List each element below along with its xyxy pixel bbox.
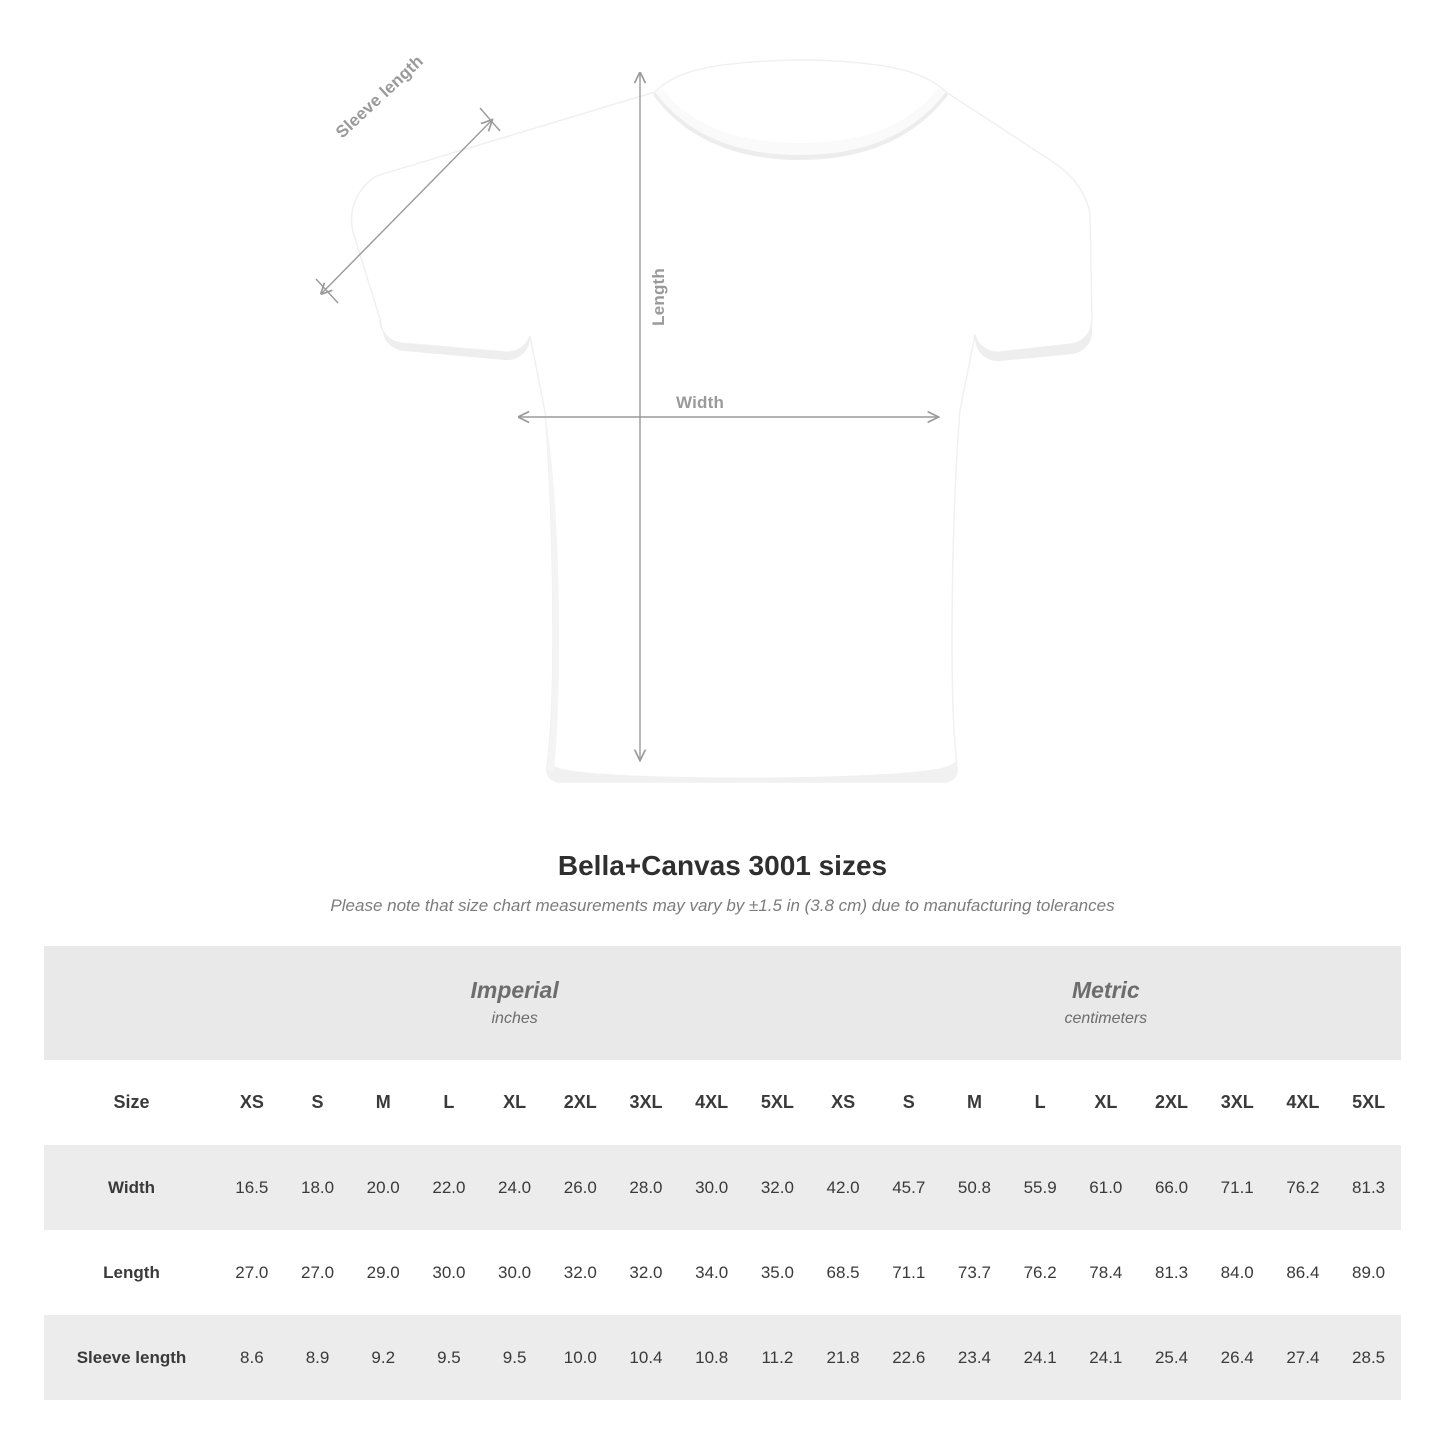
page-title: Bella+Canvas 3001 sizes — [557, 850, 888, 881]
tshirt-shape — [352, 60, 1092, 782]
sleeve-val-0: 8.6 — [219, 1315, 285, 1400]
size-col-10: S — [876, 1060, 942, 1145]
size-col-16: 4XL — [1270, 1060, 1336, 1145]
length-val-5: 32.0 — [547, 1230, 613, 1315]
row-header-length: Length — [44, 1230, 219, 1315]
length-val-14: 81.3 — [1139, 1230, 1205, 1315]
sleeve-length-label: Sleeve length — [332, 51, 428, 142]
size-col-3: L — [416, 1060, 482, 1145]
length-val-8: 35.0 — [745, 1230, 811, 1315]
width-val-12: 55.9 — [1007, 1145, 1073, 1230]
sleeve-val-6: 10.4 — [613, 1315, 679, 1400]
sleeve-val-2: 9.2 — [350, 1315, 416, 1400]
table-row — [44, 1145, 1401, 1230]
sleeve-val-9: 21.8 — [810, 1315, 876, 1400]
units-header-row — [44, 946, 1401, 1060]
size-header-row — [44, 1060, 1401, 1145]
size-col-17: 5XL — [1336, 1060, 1402, 1145]
row-header-width: Width — [44, 1145, 219, 1230]
sleeve-val-12: 24.1 — [1007, 1315, 1073, 1400]
sleeve-val-4: 9.5 — [482, 1315, 548, 1400]
length-val-4: 30.0 — [482, 1230, 548, 1315]
table-row — [44, 1315, 1401, 1400]
width-val-1: 18.0 — [285, 1145, 351, 1230]
sleeve-val-14: 25.4 — [1139, 1315, 1205, 1400]
width-val-15: 71.1 — [1204, 1145, 1270, 1230]
length-val-16: 86.4 — [1270, 1230, 1336, 1315]
width-val-6: 28.0 — [613, 1145, 679, 1230]
sleeve-val-7: 10.8 — [679, 1315, 745, 1400]
width-label: Width — [676, 393, 725, 412]
width-val-11: 50.8 — [942, 1145, 1008, 1230]
width-val-5: 26.0 — [547, 1145, 613, 1230]
imperial-subtitle: inches — [491, 1009, 538, 1027]
sleeve-val-17: 28.5 — [1336, 1315, 1402, 1400]
sleeve-val-3: 9.5 — [416, 1315, 482, 1400]
length-val-10: 71.1 — [876, 1230, 942, 1315]
length-val-9: 68.5 — [810, 1230, 876, 1315]
size-col-13: XL — [1073, 1060, 1139, 1145]
chart-title-block — [0, 850, 1445, 916]
size-col-0: XS — [219, 1060, 285, 1145]
length-val-15: 84.0 — [1204, 1230, 1270, 1315]
size-col-5: 2XL — [547, 1060, 613, 1145]
table-row — [44, 1230, 1401, 1315]
size-col-12: L — [1007, 1060, 1073, 1145]
sleeve-val-1: 8.9 — [285, 1315, 351, 1400]
sleeve-val-15: 26.4 — [1204, 1315, 1270, 1400]
units-header-spacer — [44, 946, 219, 1060]
width-val-16: 76.2 — [1270, 1145, 1336, 1230]
length-val-17: 89.0 — [1336, 1230, 1402, 1315]
length-val-3: 30.0 — [416, 1230, 482, 1315]
length-val-12: 76.2 — [1007, 1230, 1073, 1315]
width-val-17: 81.3 — [1336, 1145, 1402, 1230]
length-val-1: 27.0 — [285, 1230, 351, 1315]
imperial-header-cell — [219, 946, 810, 1060]
size-col-9: XS — [810, 1060, 876, 1145]
size-col-6: 3XL — [613, 1060, 679, 1145]
size-col-7: 4XL — [679, 1060, 745, 1145]
length-val-13: 78.4 — [1073, 1230, 1139, 1315]
size-chart-table — [44, 946, 1401, 1400]
sleeve-val-11: 23.4 — [942, 1315, 1008, 1400]
width-val-7: 30.0 — [679, 1145, 745, 1230]
sleeve-val-8: 11.2 — [745, 1315, 811, 1400]
tolerance-note: Please note that size chart measurements may vary by ±1.5 in (3.8 cm) due to manufacturing tolerances — [330, 896, 1115, 915]
length-val-6: 32.0 — [613, 1230, 679, 1315]
size-chart-table-wrapper — [44, 946, 1401, 1400]
width-val-3: 22.0 — [416, 1145, 482, 1230]
length-val-2: 29.0 — [350, 1230, 416, 1315]
size-col-11: M — [942, 1060, 1008, 1145]
size-col-15: 3XL — [1204, 1060, 1270, 1145]
size-col-2: M — [350, 1060, 416, 1145]
row-header-size: Size — [44, 1060, 219, 1145]
width-val-2: 20.0 — [350, 1145, 416, 1230]
length-val-11: 73.7 — [942, 1230, 1008, 1315]
sleeve-val-16: 27.4 — [1270, 1315, 1336, 1400]
width-val-14: 66.0 — [1139, 1145, 1205, 1230]
width-val-13: 61.0 — [1073, 1145, 1139, 1230]
width-val-8: 32.0 — [745, 1145, 811, 1230]
size-col-14: 2XL — [1139, 1060, 1205, 1145]
width-val-0: 16.5 — [219, 1145, 285, 1230]
width-val-4: 24.0 — [482, 1145, 548, 1230]
size-col-8: 5XL — [745, 1060, 811, 1145]
imperial-title: Imperial — [470, 977, 559, 1004]
metric-header-cell — [810, 946, 1401, 1060]
sleeve-val-10: 22.6 — [876, 1315, 942, 1400]
metric-title: Metric — [1071, 977, 1140, 1004]
size-col-4: XL — [482, 1060, 548, 1145]
row-header-sleeve-length: Sleeve length — [44, 1315, 219, 1400]
size-col-1: S — [285, 1060, 351, 1145]
sleeve-val-13: 24.1 — [1073, 1315, 1139, 1400]
sleeve-val-5: 10.0 — [547, 1315, 613, 1400]
length-val-0: 27.0 — [219, 1230, 285, 1315]
width-val-9: 42.0 — [810, 1145, 876, 1230]
length-label: Length — [649, 268, 668, 326]
width-val-10: 45.7 — [876, 1145, 942, 1230]
length-val-7: 34.0 — [679, 1230, 745, 1315]
metric-subtitle: centimeters — [1064, 1009, 1148, 1027]
